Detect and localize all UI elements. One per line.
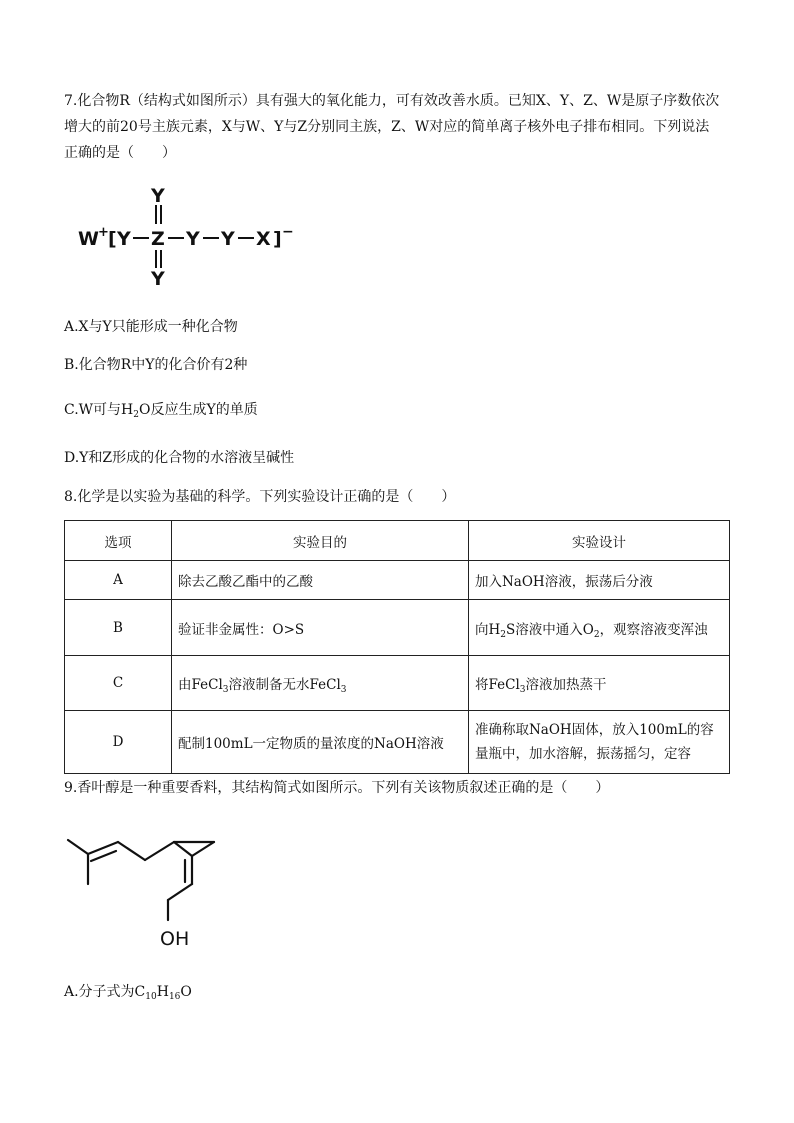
q7-option-d: D.Y和Z形成的化合物的水溶液呈碱性 [64, 450, 295, 466]
subscript: 2 [593, 629, 600, 640]
q9-stem: 9.香叶醇是一种重要香料，其结构简式如图所示。下列有关该物质叙述正确的是（ ） [64, 780, 610, 796]
table-header-row [65, 521, 730, 561]
atom-y-left: Y [117, 228, 131, 250]
q9-option-a [64, 982, 192, 1002]
design-text: 向H [475, 621, 501, 638]
atom-y-mid1: Y [186, 228, 200, 250]
atom-y-mid2: Y [221, 228, 235, 250]
q9-option-a-text: O [180, 984, 192, 1000]
q9-option-a-text: A.分子式为C [64, 984, 146, 1000]
q7-option-a: A.X与Y只能形成一种化合物 [64, 319, 238, 335]
cell-option: C [65, 656, 172, 711]
atom-y-bottom: Y [151, 268, 165, 290]
cell-purpose: 除去乙酸乙酯中的乙酸 [172, 561, 469, 600]
atom-w: W [78, 228, 99, 250]
subscript: 10 [145, 992, 157, 1002]
header-design: 实验设计 [469, 521, 730, 561]
table-row [65, 711, 730, 774]
design-text: 溶液加热蒸干 [525, 677, 607, 693]
cell-purpose: 配制100mL一定物质的量浓度的NaOH溶液 [172, 711, 469, 774]
table-row [65, 561, 730, 600]
cell-design [469, 600, 730, 656]
q7-option-c [64, 400, 258, 420]
oh-label: OH [160, 928, 190, 950]
subscript: 2 [133, 410, 139, 420]
design-text-line-2: 量瓶中，加水溶解，振荡摇匀，定容 [475, 746, 691, 762]
cell-option: A [65, 561, 172, 600]
design-text: S溶液中通入O [506, 621, 594, 638]
compound-r-structure [74, 180, 314, 290]
atom-y-top: Y [151, 185, 165, 207]
q7-stem-line-2: 增大的前20号主族元素，X与W、Y与Z分别同主族，Z、W对应的简单离子核外电子排布相同。下列说法 [64, 119, 710, 135]
atom-z: Z [151, 228, 165, 250]
header-purpose: 实验目的 [172, 521, 469, 561]
q7-stem-line-1: 7.化合物R（结构式如图所示）具有强大的氧化能力，可有效改善水质。已知X、Y、Z、W是原子序数依次 [64, 93, 720, 109]
q7-option-c-text: C.W可与H [64, 402, 134, 418]
subscript: 3 [222, 685, 229, 695]
bond [174, 842, 192, 856]
header-option: 选项 [65, 521, 172, 561]
purpose-text: 溶液制备无水FeCl [228, 677, 341, 693]
close-bracket: ] [273, 228, 282, 250]
subscript: 3 [519, 685, 526, 695]
table-row [65, 656, 730, 711]
purpose-text: 由FeCl [178, 677, 223, 693]
double-bond-inner [91, 851, 116, 861]
cell-option: D [65, 711, 172, 774]
table-row [65, 600, 730, 656]
cell-purpose [172, 656, 469, 711]
q9-option-a-text: H [156, 984, 169, 1000]
anion-charge: − [282, 224, 294, 240]
open-bracket: [ [108, 228, 117, 250]
bond [118, 842, 145, 860]
cell-design: 加入NaOH溶液，振荡后分液 [469, 561, 730, 600]
design-text: 将FeCl [475, 677, 520, 693]
design-text-line-1: 准确称取NaOH固体，放入100mL的容 [475, 722, 714, 738]
subscript: 3 [340, 685, 347, 695]
q7-option-c-text-end: O反应生成Y的单质 [139, 402, 258, 418]
geraniol-structure [64, 826, 234, 956]
subscript: 2 [500, 629, 507, 640]
bond [192, 842, 214, 856]
cell-design [469, 656, 730, 711]
q8-stem: 8.化学是以实验为基础的科学。下列实验设计正确的是（ ） [64, 489, 456, 505]
bond [168, 884, 192, 900]
experiment-table [64, 520, 730, 774]
cell-purpose: 验证非金属性：O>S [172, 600, 469, 656]
atom-x: X [256, 228, 271, 250]
cation-charge: + [98, 225, 109, 240]
cell-design [469, 711, 730, 774]
q7-stem-line-3: 正确的是（ ） [64, 145, 176, 161]
subscript: 16 [168, 992, 181, 1002]
design-text: ，观察溶液变浑浊 [599, 621, 708, 638]
bond [68, 840, 88, 854]
bond [145, 842, 174, 860]
q7-option-b: B.化合物R中Y的化合价有2种 [64, 357, 248, 373]
cell-option: B [65, 600, 172, 656]
